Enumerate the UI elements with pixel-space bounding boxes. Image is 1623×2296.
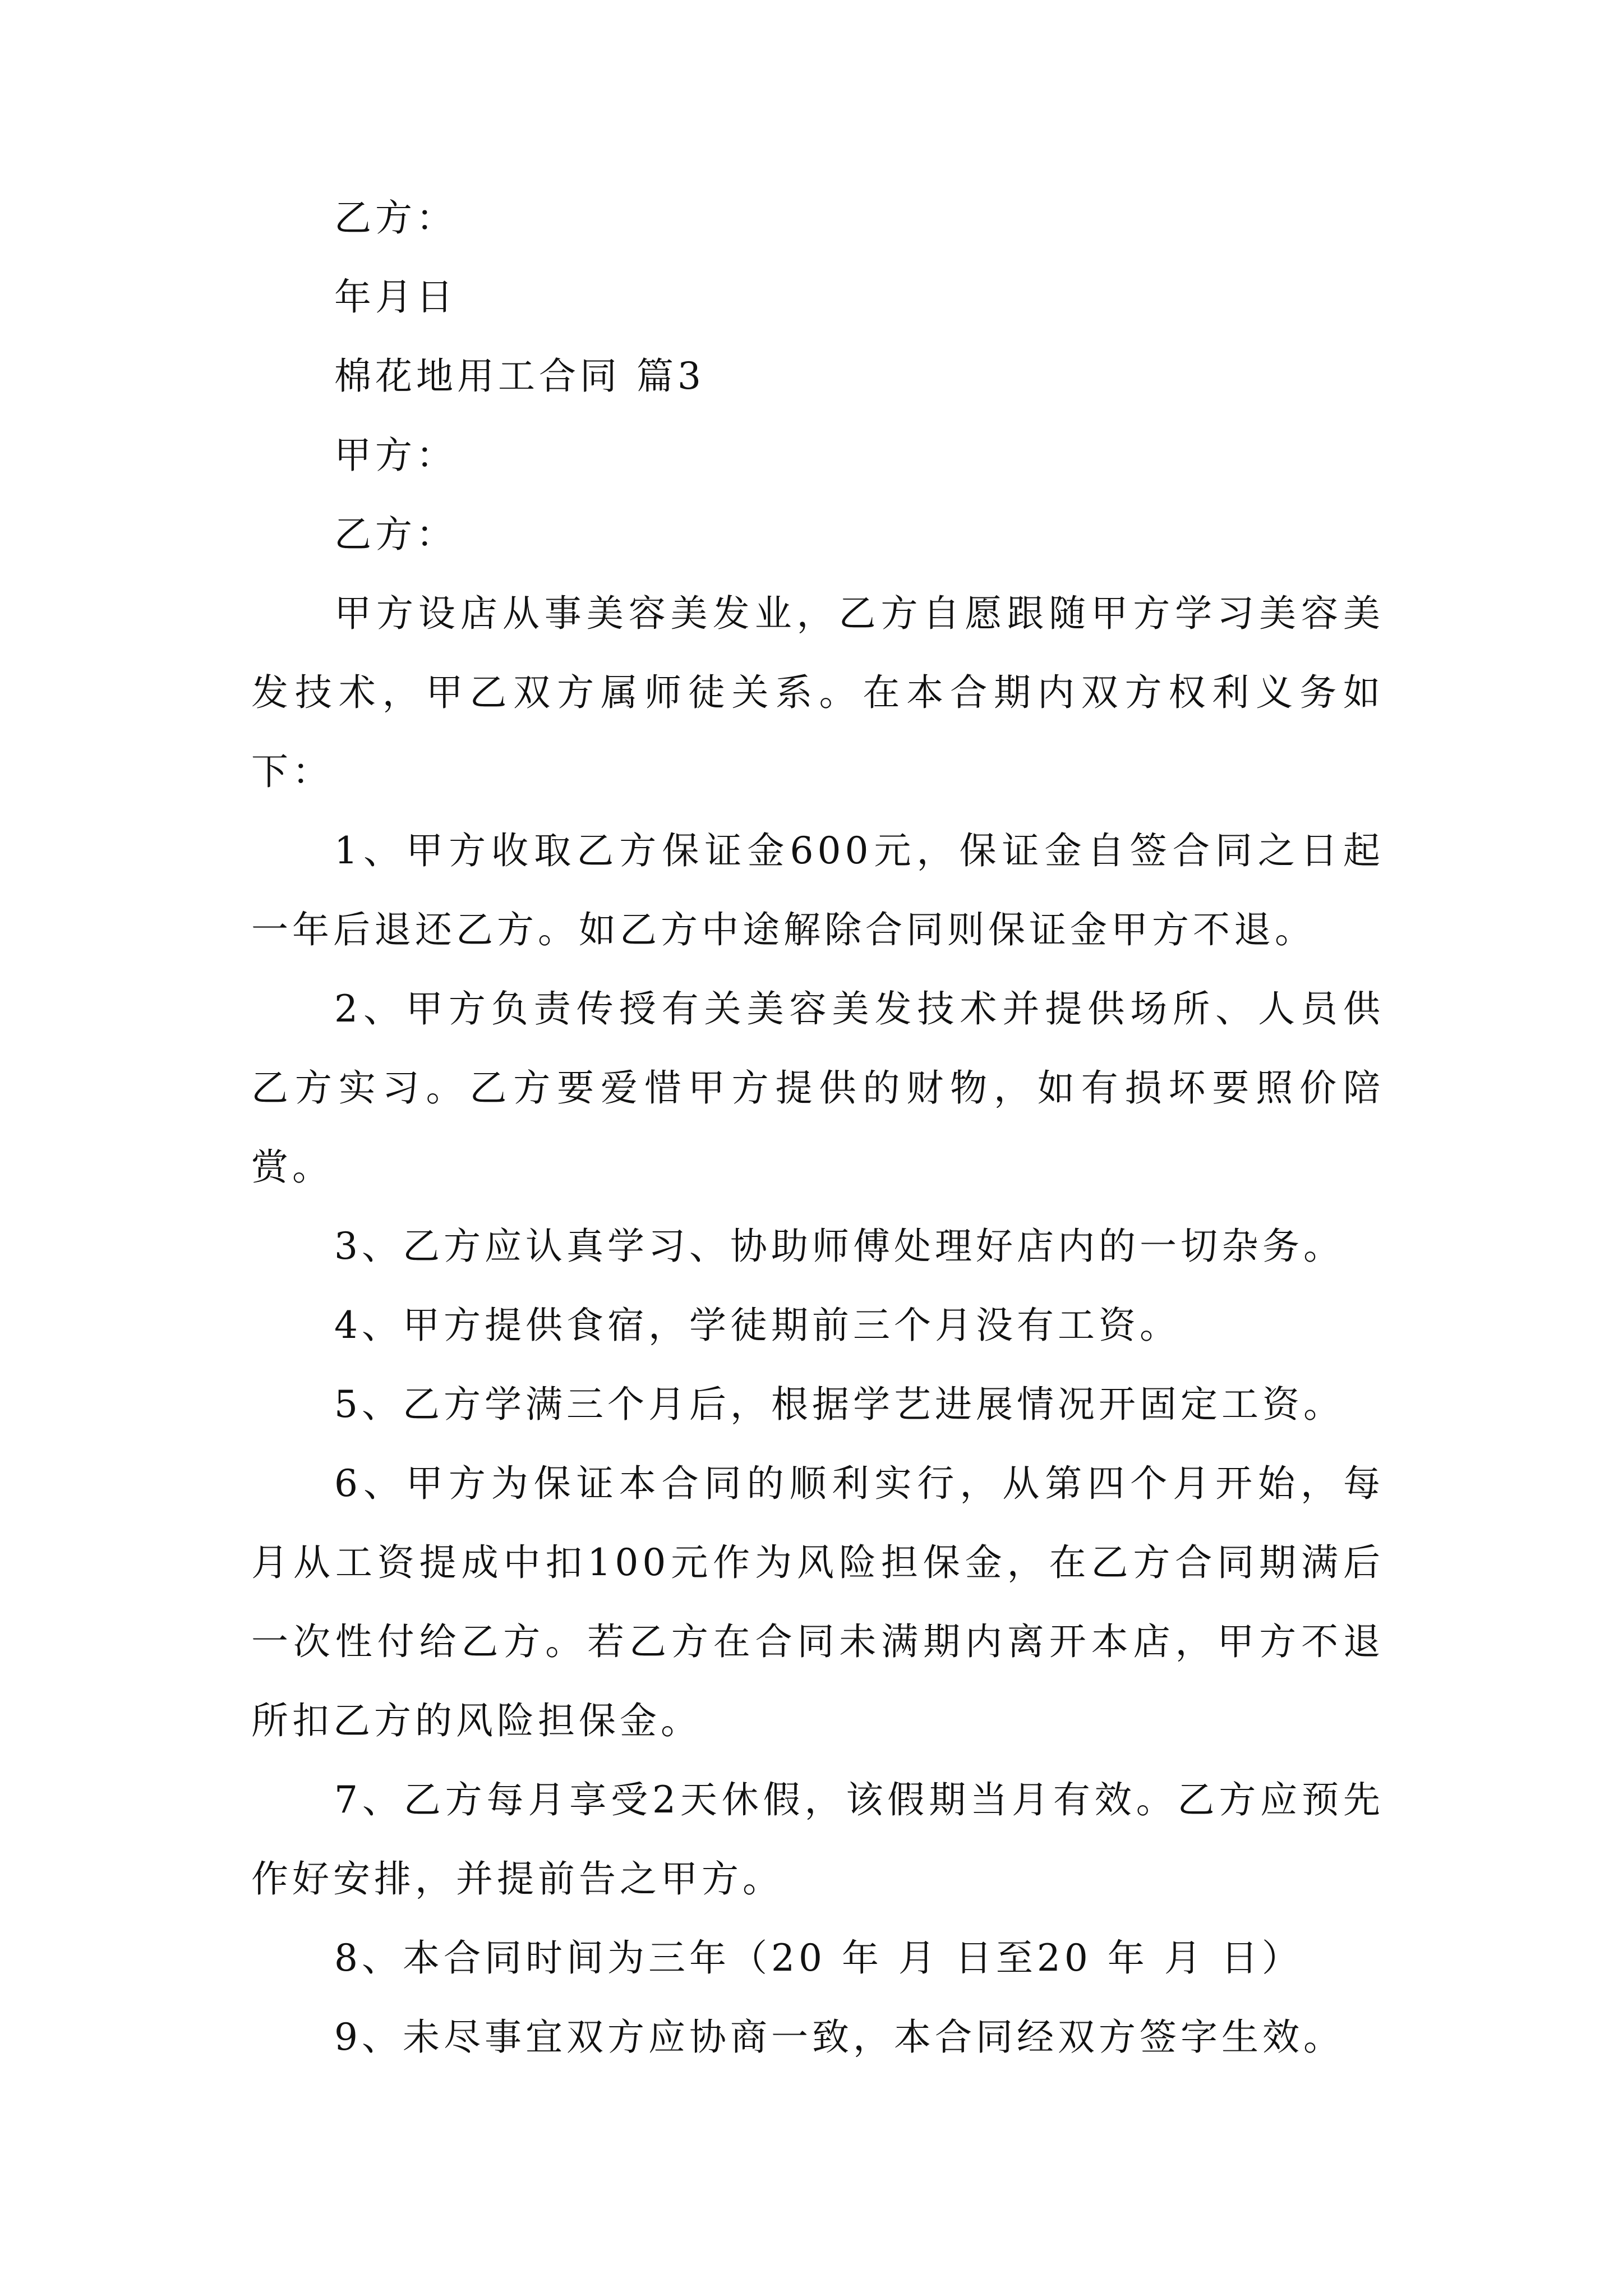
document-body [251, 178, 1384, 2077]
party-a-label: 甲方： [334, 434, 457, 477]
party-b-label: 乙方： [334, 196, 457, 240]
clause-9: 9、未尽事宜双方应协商一致，本合同经双方签字生效。 [334, 2016, 1344, 2059]
clause-7: 7、乙方每月享受2天休假，该假期当月有效。乙方应预先作好安排，并提前告之甲方。 [251, 1778, 1384, 1901]
clause-3: 3、乙方应认真学习、协助师傅处理好店内的一切杂务。 [334, 1225, 1344, 1268]
contract-title: 棉花地用工合同 篇3 [334, 355, 705, 398]
clause-4: 4、甲方提供食宿，学徒期前三个月没有工资。 [334, 1304, 1181, 1347]
clause-1: 1、甲方收取乙方保证金600元，保证金自签合同之日起一年后退还乙方。如乙方中途解除合同则保证金甲方不退。 [251, 829, 1384, 951]
party-b-label-2: 乙方： [334, 513, 457, 556]
date-line: 年月日 [334, 275, 457, 319]
clause-2: 2、甲方负责传授有关美容美发技术并提供场所、人员供乙方实习。乙方要爱惜甲方提供的财物，如有损坏要照价陪赏。 [251, 987, 1384, 1189]
clause-6: 6、甲方为保证本合同的顺利实行，从第四个月开始，每月从工资提成中扣100元作为风险担保金，在乙方合同期满后一次性付给乙方。若乙方在合同未满期内离开本店，甲方不退所扣乙方的风险担保金。 [251, 1462, 1384, 1742]
clause-5: 5、乙方学满三个月后，根据学艺进展情况开固定工资。 [334, 1383, 1344, 1426]
clause-8: 8、本合同时间为三年（20 年 月 日至20 年 月 日） [334, 1936, 1303, 1980]
intro-paragraph: 甲方设店从事美容美发业，乙方自愿跟随甲方学习美容美发技术，甲乙双方属师徒关系。在本合期内双方权利义务如下： [251, 592, 1384, 793]
